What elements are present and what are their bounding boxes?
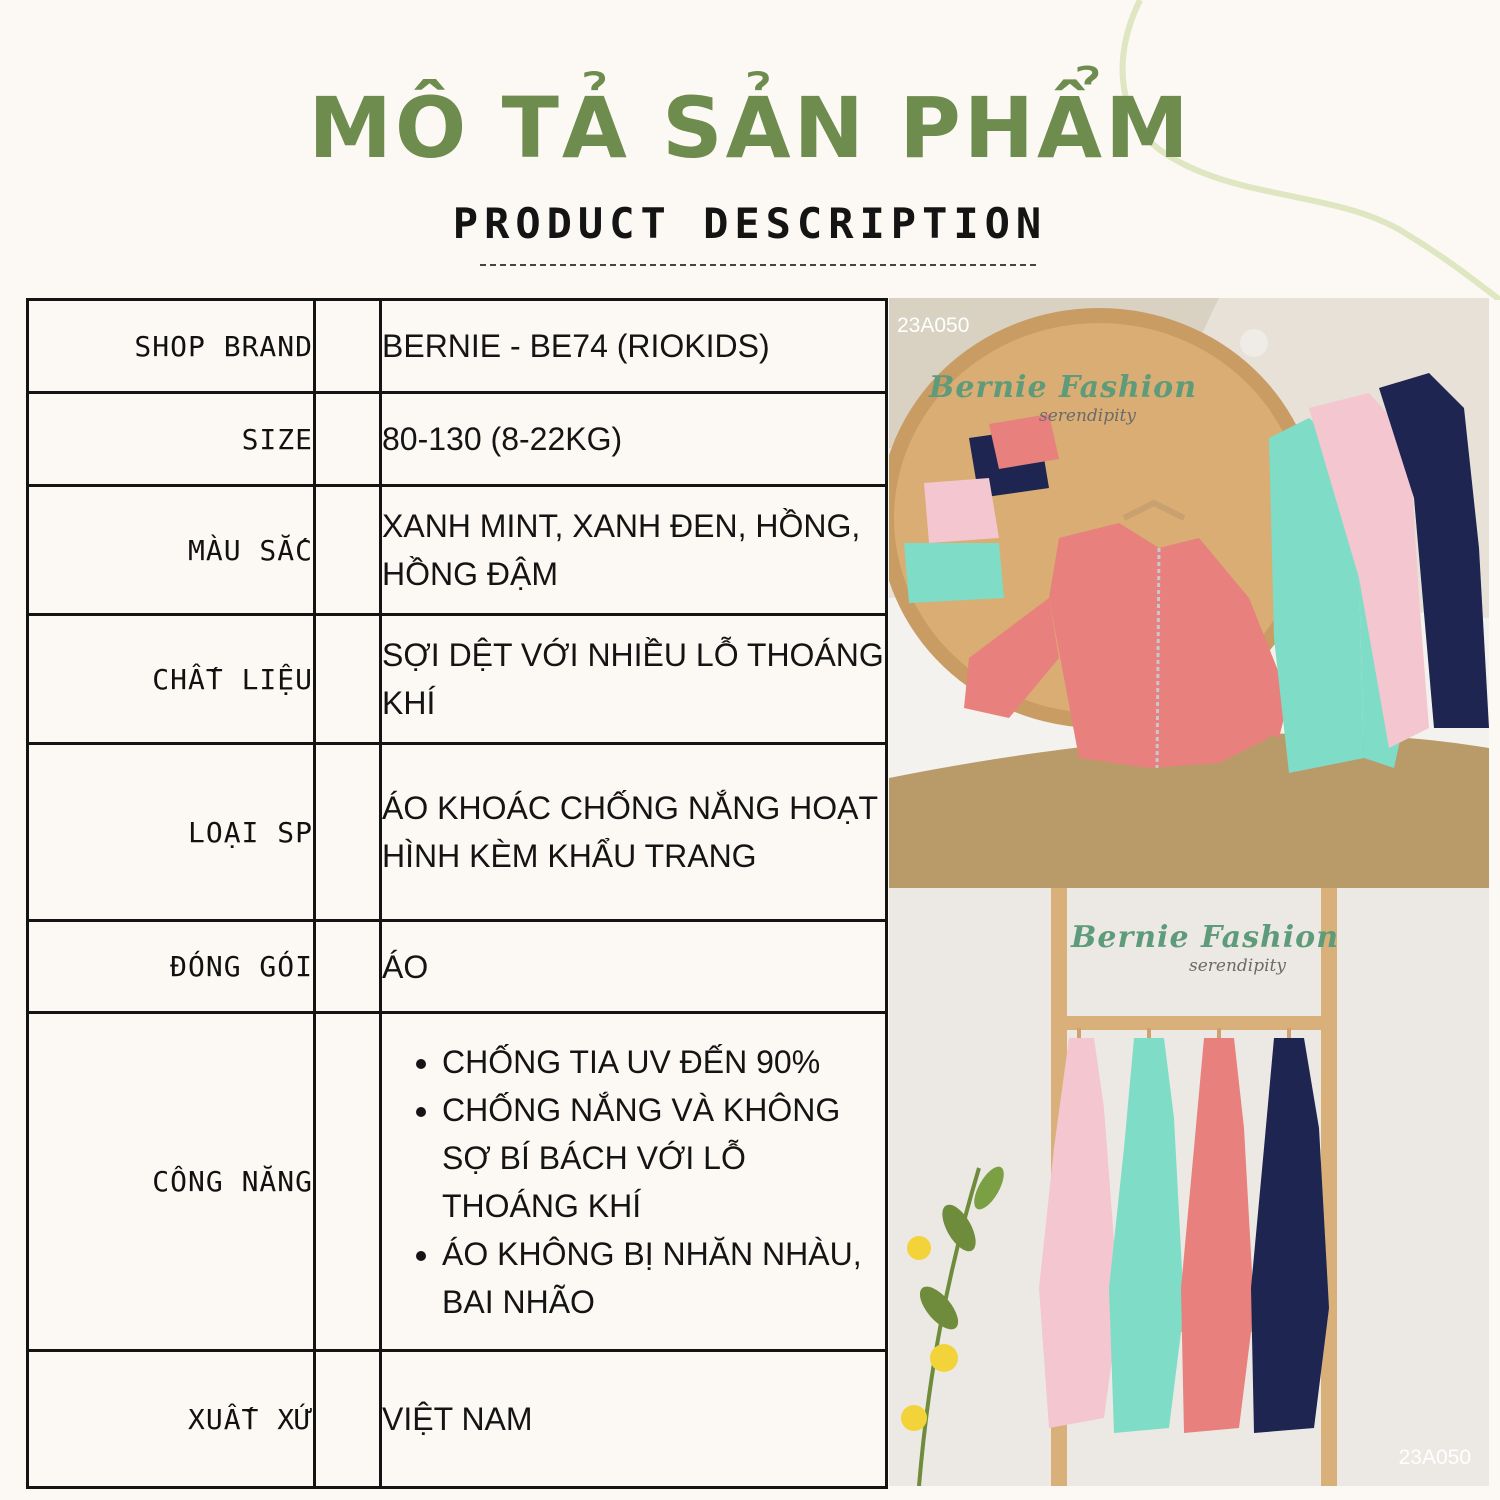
spec-row <box>28 744 887 921</box>
product-code: 23A050 <box>897 314 970 337</box>
brand-tagline: serendipity <box>1039 406 1136 426</box>
product-photo-flatlay <box>889 298 1489 888</box>
spec-value <box>381 1013 887 1351</box>
spec-spacer <box>315 744 381 921</box>
spec-value: SỢI DỆT VỚI NHIỀU LỖ THOÁNG KHÍ <box>381 615 887 744</box>
spec-label: CÔNG NĂNG <box>28 1013 315 1351</box>
spec-value: 80-130 (8-22KG) <box>381 393 887 486</box>
spec-label: XUẤT XỨ <box>28 1351 315 1488</box>
spec-value: ÁO <box>381 921 887 1013</box>
spec-value: BERNIE - BE74 (RIOKIDS) <box>381 300 887 393</box>
spec-spacer <box>315 615 381 744</box>
page-title: MÔ TẢ SẢN PHẨM <box>308 79 1192 177</box>
spec-value: XANH MINT, XANH ĐEN, HỒNG, HỒNG ĐẬM <box>381 486 887 615</box>
spec-spacer <box>315 1013 381 1351</box>
product-photo-hanging <box>889 888 1489 1486</box>
spec-row <box>28 1351 887 1488</box>
spec-spacer <box>315 1351 381 1488</box>
feature-item: • CHỐNG TIA UV ĐẾN 90% <box>442 1038 885 1086</box>
spec-row <box>28 1013 887 1351</box>
hanging-illustration <box>889 888 1489 1486</box>
spec-spacer <box>315 300 381 393</box>
product-code: 23A050 <box>1398 1446 1471 1469</box>
spec-spacer <box>315 921 381 1013</box>
spec-label: LOẠI SP <box>28 744 315 921</box>
spec-label: CHẤT LIỆU <box>28 615 315 744</box>
feature-list <box>382 1038 885 1326</box>
page-subtitle: PRODUCT DESCRIPTION <box>452 199 1048 248</box>
feature-item: • ÁO KHÔNG BỊ NHĂN NHÀU, BAI NHÃO <box>442 1230 885 1326</box>
spec-spacer <box>315 393 381 486</box>
spec-row <box>28 921 887 1013</box>
spec-label: SIZE <box>28 393 315 486</box>
brand-watermark: Bernie Fashion <box>1071 920 1340 955</box>
spec-row <box>28 615 887 744</box>
dashed-divider <box>480 264 1036 266</box>
spec-row <box>28 300 887 393</box>
spec-row <box>28 486 887 615</box>
spec-value: ÁO KHOÁC CHỐNG NẮNG HOẠT HÌNH KÈM KHẨU TRANG <box>381 744 887 921</box>
spec-label: MÀU SẮC <box>28 486 315 615</box>
spec-label: ĐÓNG GÓI <box>28 921 315 1013</box>
feature-item: • CHỐNG NẮNG VÀ KHÔNG SỢ BÍ BÁCH VỚI LỖ THOÁNG KHÍ <box>442 1086 885 1230</box>
spec-row <box>28 393 887 486</box>
brand-tagline: serendipity <box>1189 956 1286 976</box>
brand-watermark: Bernie Fashion <box>929 370 1198 405</box>
spec-label: SHOP BRAND <box>28 300 315 393</box>
spec-table <box>26 298 888 1489</box>
spec-value: VIỆT NAM <box>381 1351 887 1488</box>
spec-spacer <box>315 486 381 615</box>
